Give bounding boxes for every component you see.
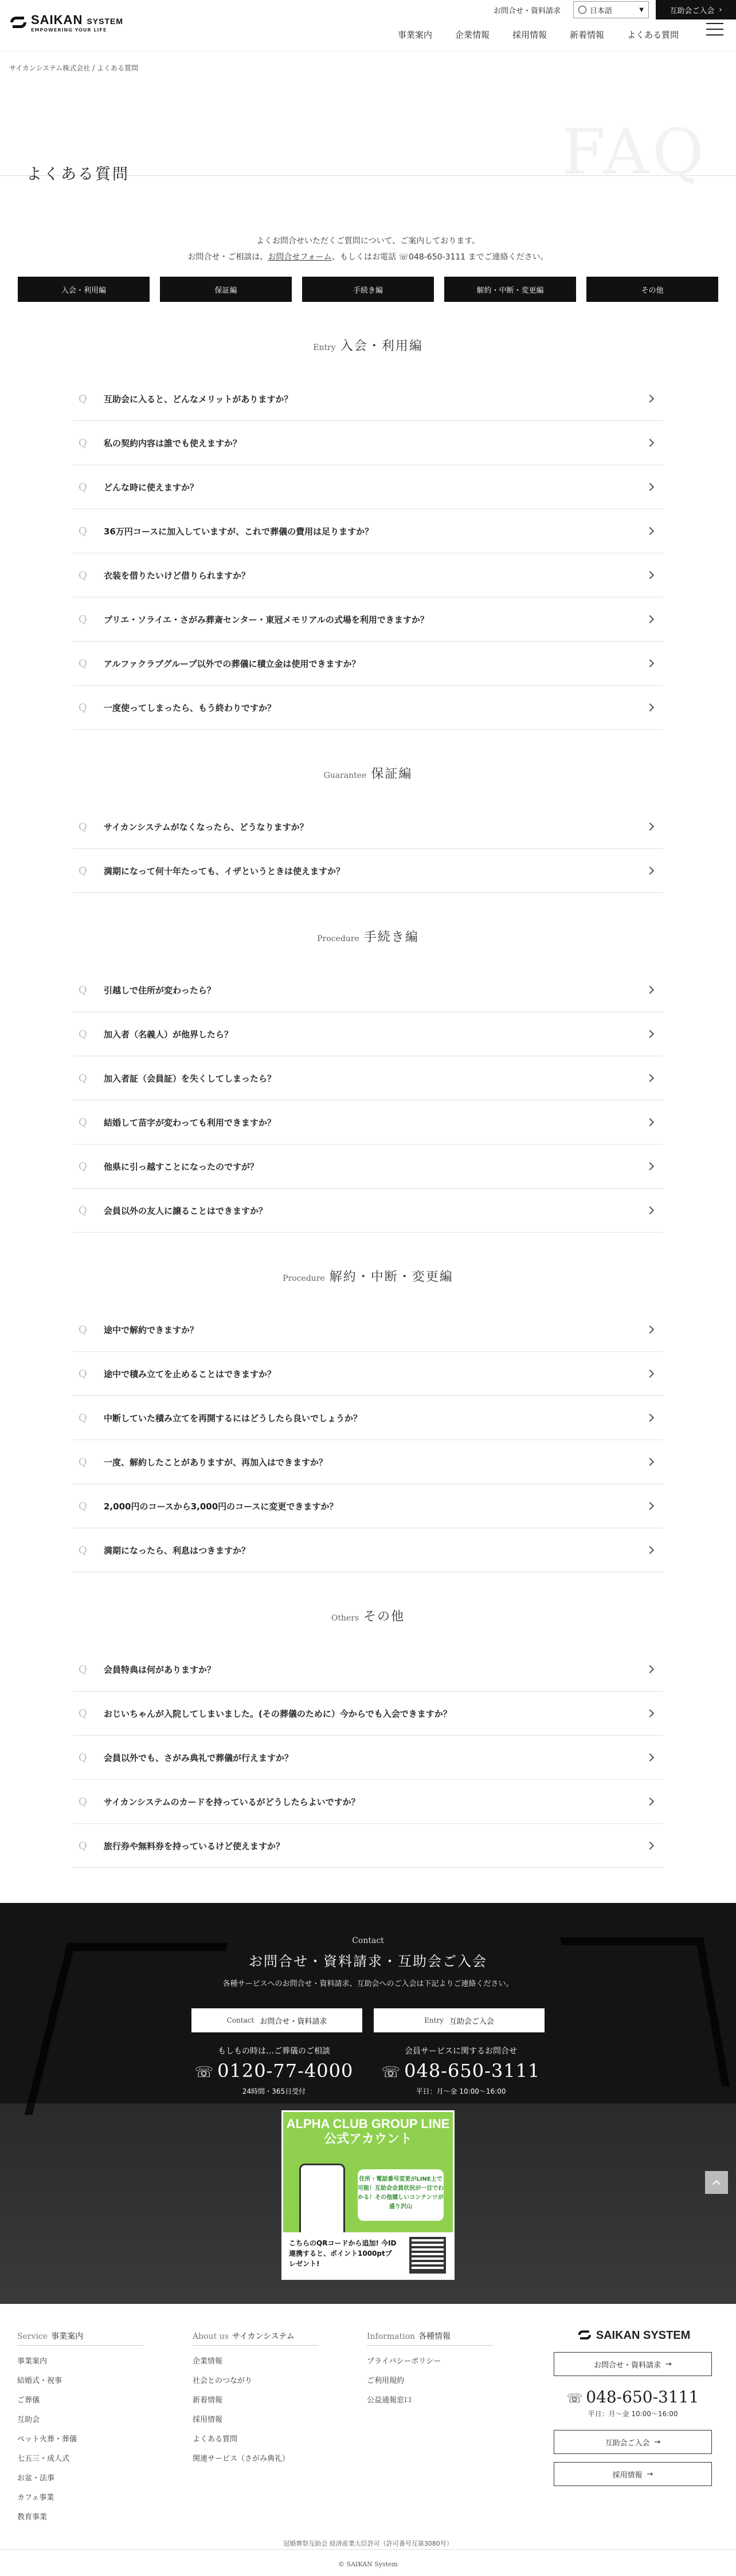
footer-link[interactable]: ご葬儀: [17, 2396, 40, 2405]
faq-question-row[interactable]: [73, 377, 663, 421]
faq-question-text: 互助会に入ると、どんなメリットがありますか？: [104, 394, 293, 404]
chevron-right-icon: [646, 703, 654, 711]
question-mark-icon: Q: [79, 1160, 87, 1173]
category-buttons: [0, 277, 736, 302]
chevron-right-icon: [646, 1074, 654, 1082]
faq-question-row[interactable]: [73, 597, 663, 642]
language-select[interactable]: [573, 1, 649, 18]
category-button-cancel[interactable]: 解約・中断・変更編: [444, 277, 576, 302]
question-mark-icon: Q: [79, 1544, 87, 1556]
footer-tel[interactable]: 048-650-3111: [586, 2388, 699, 2406]
qr-code-icon: [409, 2237, 446, 2274]
globe-icon: [578, 6, 586, 14]
faq-section-title-en: Others: [331, 1614, 359, 1623]
chevron-right-icon: [646, 867, 654, 875]
footer-link[interactable]: 結婚式・祝事: [17, 2377, 62, 2385]
faq-section-title-en: Entry: [313, 343, 336, 352]
line-account-banner[interactable]: [281, 2110, 455, 2280]
question-mark-icon: Q: [79, 613, 87, 626]
chevron-right-icon: [646, 483, 654, 491]
faq-question-row[interactable]: [73, 1736, 663, 1780]
footer-col-service: [17, 2330, 143, 2521]
chevron-right-icon: [646, 1842, 654, 1850]
faq-question-text: 会員以外の友人に譲ることはできますか？: [104, 1205, 268, 1216]
question-mark-icon: Q: [79, 1500, 87, 1512]
faq-question-text: 途中で積み立てを止めることはできますか？: [104, 1368, 276, 1379]
footer-col-service-en: Service: [17, 2332, 48, 2341]
faq-question-row[interactable]: [73, 553, 663, 597]
site-footer: [0, 2304, 736, 2576]
chevron-right-icon: [646, 1709, 654, 1717]
contact-heading: お問合せ・資料請求・互助会ご入会: [249, 1953, 487, 1969]
faq-question-row[interactable]: [73, 509, 663, 553]
contact-button-en: Contact: [226, 2016, 255, 2024]
faq-section: [73, 336, 663, 730]
chevron-right-icon: [646, 1118, 654, 1126]
footer-join-button-label: 互助会ご入会: [605, 2439, 650, 2448]
faq-question-text: 衣装を借りたいけど借りられますか？: [104, 570, 250, 581]
faq-section-title-jp: 入会・利用編: [340, 339, 423, 353]
question-mark-icon: Q: [79, 820, 87, 833]
question-mark-icon: Q: [79, 1456, 87, 1468]
faq-section-title-en: Procedure: [283, 1274, 325, 1283]
faq-question-text: 一度、解約したことがありますが、再加入はできますか？: [104, 1457, 328, 1468]
nav-item-company[interactable]: 企業情報: [455, 30, 490, 40]
question-mark-icon: Q: [79, 1204, 87, 1217]
faq-section-title-jp: 手続き編: [363, 930, 419, 945]
footer-link[interactable]: 七五三・成人式: [17, 2455, 70, 2463]
question-mark-icon: Q: [79, 1367, 87, 1380]
footer-link[interactable]: ご利用規約: [367, 2377, 405, 2385]
chevron-right-icon: [646, 615, 654, 623]
chevron-right-icon: [646, 1206, 654, 1214]
question-mark-icon: Q: [79, 1072, 87, 1084]
chevron-right-icon: [646, 823, 654, 831]
question-mark-icon: Q: [79, 657, 87, 670]
chevron-up-icon: [712, 2180, 721, 2188]
footer-contact-button[interactable]: [554, 2352, 712, 2376]
question-mark-icon: Q: [79, 1707, 87, 1720]
chevron-right-icon: [646, 1753, 654, 1761]
faq-section-title: [73, 1267, 663, 1285]
faq-section: [73, 1267, 663, 1572]
faq-section-title: [73, 336, 663, 354]
faq-question-text: アルファクラブグループ以外での葬儀に積立金は使用できますか？: [104, 658, 361, 669]
faq-section-title-jp: 保証編: [371, 767, 413, 781]
faq-question-text: 36万円コースに加入していますが、これで葬儀の費用は足りますか？: [104, 526, 374, 537]
funeral-tel-number[interactable]: 0120-77-4000: [217, 2060, 354, 2082]
footer-link[interactable]: 社会とのつながり: [193, 2377, 253, 2385]
question-mark-icon: Q: [79, 701, 87, 714]
faq-question-row[interactable]: [73, 465, 663, 509]
faq-question-text: 会員以外でも、さがみ典礼で葬儀が行えますか？: [104, 1752, 293, 1763]
footer-link[interactable]: 関連サービス（さがみ典礼）: [193, 2455, 290, 2463]
footer-divider: [0, 2549, 736, 2550]
faq-question-row[interactable]: [73, 1647, 663, 1692]
question-mark-icon: Q: [79, 864, 87, 877]
faq-question-text: 他県に引っ越すことになったのですが？: [104, 1161, 259, 1172]
faq-question-row[interactable]: [73, 642, 663, 686]
phone-icon: ☏: [194, 2064, 214, 2081]
faq-question-text: サイカンシステムのカードを持っているがどうしたらよいですか？: [104, 1796, 360, 1807]
footer-link[interactable]: お盆・法事: [17, 2474, 55, 2483]
faq-question-row[interactable]: [73, 1145, 663, 1189]
faq-question-text: どんな時に使えますか？: [104, 482, 199, 493]
chevron-right-icon: [646, 1546, 654, 1554]
intro-text: [0, 233, 736, 265]
line-banner-footer: こちらのQRコードから追加! 今ID連携すると、ポイント1000ptプレゼント!: [289, 2239, 397, 2268]
member-tel-hours: 平日：月〜金 10:00〜16:00: [416, 2087, 506, 2095]
faq-question-row[interactable]: [73, 1692, 663, 1736]
faq-question-row[interactable]: [73, 1824, 663, 1868]
footer-col-info: [367, 2330, 493, 2404]
arrow-right-icon: ›: [719, 5, 722, 14]
chevron-right-icon: [646, 1414, 654, 1422]
contact-button-label: お問合せ・資料請求: [260, 2017, 327, 2026]
faq-question-row[interactable]: [73, 849, 663, 893]
question-mark-icon: Q: [79, 392, 87, 405]
member-tel-number[interactable]: 048-650-3111: [404, 2060, 541, 2082]
copyright: © SAIKAN System: [338, 2561, 398, 2568]
footer-col-info-title: 各種情報: [418, 2332, 451, 2341]
contact-link[interactable]: お問合せ・資料請求: [493, 6, 561, 15]
faq-question-row[interactable]: [73, 686, 663, 730]
footer-link[interactable]: 公益通報窓口: [367, 2396, 412, 2405]
chevron-right-icon: [646, 1665, 654, 1673]
page-title-band: [0, 84, 736, 188]
footer-logo-name: SAIKAN SYSTEM: [596, 2329, 691, 2342]
faq-question-text: サイカンシステムがなくなったら、どうなりますか？: [104, 821, 308, 832]
faq-question-text: 私の契約内容は誰でも使えますか？: [104, 438, 242, 449]
faq-question-text: 引越しで住所が変わったら？: [104, 985, 216, 996]
back-to-top-button[interactable]: [705, 2171, 728, 2194]
footer-link[interactable]: プライバシーポリシー: [367, 2357, 441, 2366]
contact-form-link[interactable]: お問合せフォーム: [268, 253, 332, 262]
footer-join-button[interactable]: [554, 2430, 712, 2454]
faq-question-row[interactable]: [73, 1189, 663, 1233]
chevron-right-icon: [646, 1030, 654, 1038]
phone-icon: ☏: [381, 2064, 401, 2081]
license-text: 冠婚葬祭互助会 経済産業大臣許可（許可番号互第3080号）: [283, 2540, 453, 2547]
footer-link[interactable]: 新着情報: [193, 2396, 223, 2405]
breadcrumb[interactable]: サイカンシステム株式会社 / よくある質問: [9, 64, 138, 72]
logo-tagline: EMPOWERING YOUR LIFE: [31, 27, 107, 33]
footer-col-about: [193, 2330, 319, 2463]
entry-button[interactable]: [374, 2008, 545, 2032]
faq-section: [73, 927, 663, 1233]
contact-subtitle: 各種サービスへのお問合せ・資料請求、互助会へのご入会は下記よりご連絡ください。: [222, 1980, 514, 1988]
faq-question-text: 旅行券や無料券を持っているけど使えますか？: [104, 1840, 285, 1851]
chevron-right-icon: [646, 1326, 654, 1334]
faq-question-text: 2,000円のコースから3,000円のコースに変更できますか？: [104, 1501, 338, 1512]
footer-contact: [554, 2327, 712, 2486]
intro-line-2a: お問合せ・ご相談は、: [187, 253, 268, 262]
chevron-right-icon: [646, 1798, 654, 1806]
chevron-right-icon: [646, 986, 654, 994]
faq-sections: [0, 336, 736, 1868]
footer-col-about-title: サイカンシステム: [232, 2332, 295, 2341]
language-value: 日本語: [590, 6, 613, 15]
nav-item-business[interactable]: 事業案内: [397, 30, 432, 40]
chevron-right-icon: [646, 1162, 654, 1170]
faq-question-text: 満期になって何十年たっても、イザというときは使えますか？: [104, 866, 345, 876]
site-logo[interactable]: [9, 13, 123, 33]
utility-bar: [494, 0, 736, 19]
faq-question-text: 途中で解約できますか？: [104, 1324, 199, 1335]
faq-question-row[interactable]: [73, 1056, 663, 1100]
faq-question-text: 加入者（名義人）が他界したら？: [104, 1029, 233, 1040]
chevron-right-icon: [646, 1458, 654, 1466]
phone-icon: ☏: [398, 253, 409, 262]
nav-item-recruit[interactable]: 採用情報: [512, 30, 547, 40]
logo-name: SAIKAN: [31, 13, 83, 27]
footer-link[interactable]: よくある質問: [193, 2435, 238, 2444]
page-title: よくある質問: [26, 166, 130, 183]
faq-question-row[interactable]: [73, 1100, 663, 1145]
question-mark-icon: Q: [79, 1116, 87, 1128]
footer-hours: 平日：月〜金 10:00〜16:00: [588, 2410, 678, 2418]
question-mark-icon: Q: [79, 436, 87, 449]
question-mark-icon: Q: [79, 984, 87, 996]
category-button-others[interactable]: その他: [586, 277, 718, 302]
footer-link[interactable]: 互助会: [17, 2416, 40, 2424]
question-mark-icon: Q: [79, 525, 87, 537]
footer-col-service-title: 事業案内: [51, 2332, 84, 2341]
chevron-right-icon: [646, 1502, 654, 1510]
faq-question-row[interactable]: [73, 1308, 663, 1352]
faq-question-row[interactable]: [73, 968, 663, 1012]
faq-question-row[interactable]: [73, 1484, 663, 1528]
chevron-right-icon: [646, 659, 654, 667]
footer-link[interactable]: 採用情報: [193, 2416, 223, 2424]
footer-recruit-button-label: 採用情報: [612, 2471, 643, 2480]
faq-section-title-jp: その他: [363, 1610, 405, 1624]
faq-section: [73, 1607, 663, 1868]
menu-icon[interactable]: [706, 23, 723, 40]
main-nav: [398, 29, 679, 41]
funeral-tel-hours: 24時間・365日受付: [242, 2087, 306, 2095]
faq-section: [73, 764, 663, 893]
line-banner-heading: ALPHA CLUB GROUP LINE 公式アカウント: [286, 2117, 450, 2146]
faq-question-row[interactable]: [73, 1352, 663, 1396]
contact-heading-en: Contact: [352, 1936, 384, 1945]
footer-contact-button-label: お問合せ・資料請求: [594, 2361, 661, 2370]
nav-item-news[interactable]: 新着情報: [569, 30, 604, 40]
phone-icon: ☏: [566, 2392, 583, 2406]
faq-question-text: 中断していた積み立てを再開するにはどうしたら良いでしょうか？: [104, 1413, 362, 1423]
faq-question-text: プリエ・ソライエ・さがみ葬斎センター・東冠メモリアルの式場を利用できますか？: [104, 614, 429, 625]
intro-line-2c: までご連絡ください。: [468, 253, 549, 262]
faq-question-text: おじいちゃんが入院してしまいました。(その葬儀のために）今からでも入会できますか？: [104, 1708, 452, 1719]
faq-question-row[interactable]: [73, 421, 663, 465]
chevron-right-icon: [646, 439, 654, 447]
category-button-procedure[interactable]: 手続き編: [302, 277, 434, 302]
question-mark-icon: Q: [79, 481, 87, 493]
contact-button[interactable]: [191, 2008, 362, 2032]
footer-link[interactable]: カフェ事業: [17, 2494, 54, 2502]
logo-mark-icon: [577, 2329, 591, 2342]
line-banner-bubble: 住所・電話番号変更がLINE上で可能！互助会会員状況が一目でわかる！その他嬉しいコンテンツが盛り沢山: [358, 2169, 444, 2221]
faq-question-row[interactable]: [73, 1528, 663, 1572]
faq-question-text: 結婚して苗字が変わっても利用できますか？: [104, 1117, 276, 1128]
chevron-right-icon: [646, 1370, 654, 1378]
faq-question-row[interactable]: [73, 1396, 663, 1440]
footer-link[interactable]: 企業情報: [193, 2357, 223, 2366]
chevron-right-icon: [646, 527, 654, 535]
logo-mark-icon: [9, 14, 26, 32]
intro-line-1: よくお問合せいただくご質問について、ご案内しております。: [256, 237, 480, 246]
chevron-right-icon: [646, 571, 654, 579]
faq-section-title: [73, 764, 663, 782]
question-mark-icon: Q: [79, 1839, 87, 1852]
smartphone-illustration: [299, 2164, 345, 2238]
entry-button-label: 互助会ご入会: [449, 2017, 494, 2026]
funeral-tel-label: もしもの時は…ご葬儀のご相談: [218, 2047, 330, 2056]
chevron-down-icon: ▼: [639, 6, 644, 13]
footer-logo[interactable]: [554, 2327, 712, 2344]
faq-section-title-en: Procedure: [317, 934, 359, 943]
faq-section-title-jp: 解約・中断・変更編: [329, 1270, 453, 1284]
member-tel-label: 会員サービスに関するお問合せ: [405, 2047, 517, 2056]
question-mark-icon: Q: [79, 1751, 87, 1764]
join-button-label: 互助会ご入会: [670, 6, 715, 15]
nav-item-faq[interactable]: よくある質問: [627, 30, 679, 40]
faq-section-title: [73, 1607, 663, 1625]
faq-question-row[interactable]: [73, 1780, 663, 1824]
page-title-background-word: FAQ: [561, 115, 707, 188]
chevron-right-icon: [646, 395, 654, 403]
faq-question-text: 加入者証（会員証）を失くしてしまったら？: [104, 1073, 276, 1084]
footer-link[interactable]: 教育事業: [17, 2513, 48, 2522]
footer-link[interactable]: ペット火葬・葬儀: [17, 2435, 77, 2444]
intro-line-2b: 、もしくはお電話: [332, 253, 397, 262]
question-mark-icon: Q: [79, 569, 87, 581]
arrow-right-icon: →: [647, 2469, 653, 2479]
category-button-entry[interactable]: 入会・利用編: [18, 277, 150, 302]
faq-section-title: [73, 927, 663, 945]
entry-button-en: Entry: [424, 2016, 444, 2024]
arrow-right-icon: →: [665, 2359, 672, 2369]
arrow-right-icon: →: [654, 2437, 661, 2447]
join-button[interactable]: [656, 0, 736, 19]
faq-question-text: 満期になったら、利息はつきますか？: [104, 1545, 250, 1556]
site-header: [0, 0, 736, 52]
contact-section: [0, 1903, 736, 2304]
member-tel-block: [369, 2045, 553, 2096]
footer-link[interactable]: 事業案内: [17, 2357, 48, 2366]
question-mark-icon: Q: [79, 1323, 87, 1336]
faq-question-row[interactable]: [73, 805, 663, 849]
faq-section-title-en: Guarantee: [323, 771, 367, 780]
footer-col-about-en: About us: [193, 2332, 229, 2341]
funeral-tel-block: [182, 2045, 366, 2096]
question-mark-icon: Q: [79, 1411, 87, 1424]
faq-question-row[interactable]: [73, 1440, 663, 1484]
faq-question-text: 一度使ってしまったら、もう終わりですか？: [104, 702, 276, 713]
question-mark-icon: Q: [79, 1028, 87, 1040]
footer-recruit-button[interactable]: [554, 2462, 712, 2486]
footer-col-info-en: Information: [367, 2332, 416, 2341]
logo-name-small: SYSTEM: [87, 17, 124, 26]
question-mark-icon: Q: [79, 1795, 87, 1808]
faq-question-row[interactable]: [73, 1012, 663, 1056]
faq-question-text: 会員特典は何がありますか？: [104, 1664, 216, 1675]
question-mark-icon: Q: [79, 1663, 87, 1676]
intro-tel[interactable]: 048-650-3111: [409, 253, 466, 262]
category-button-guarantee[interactable]: 保証編: [160, 277, 292, 302]
